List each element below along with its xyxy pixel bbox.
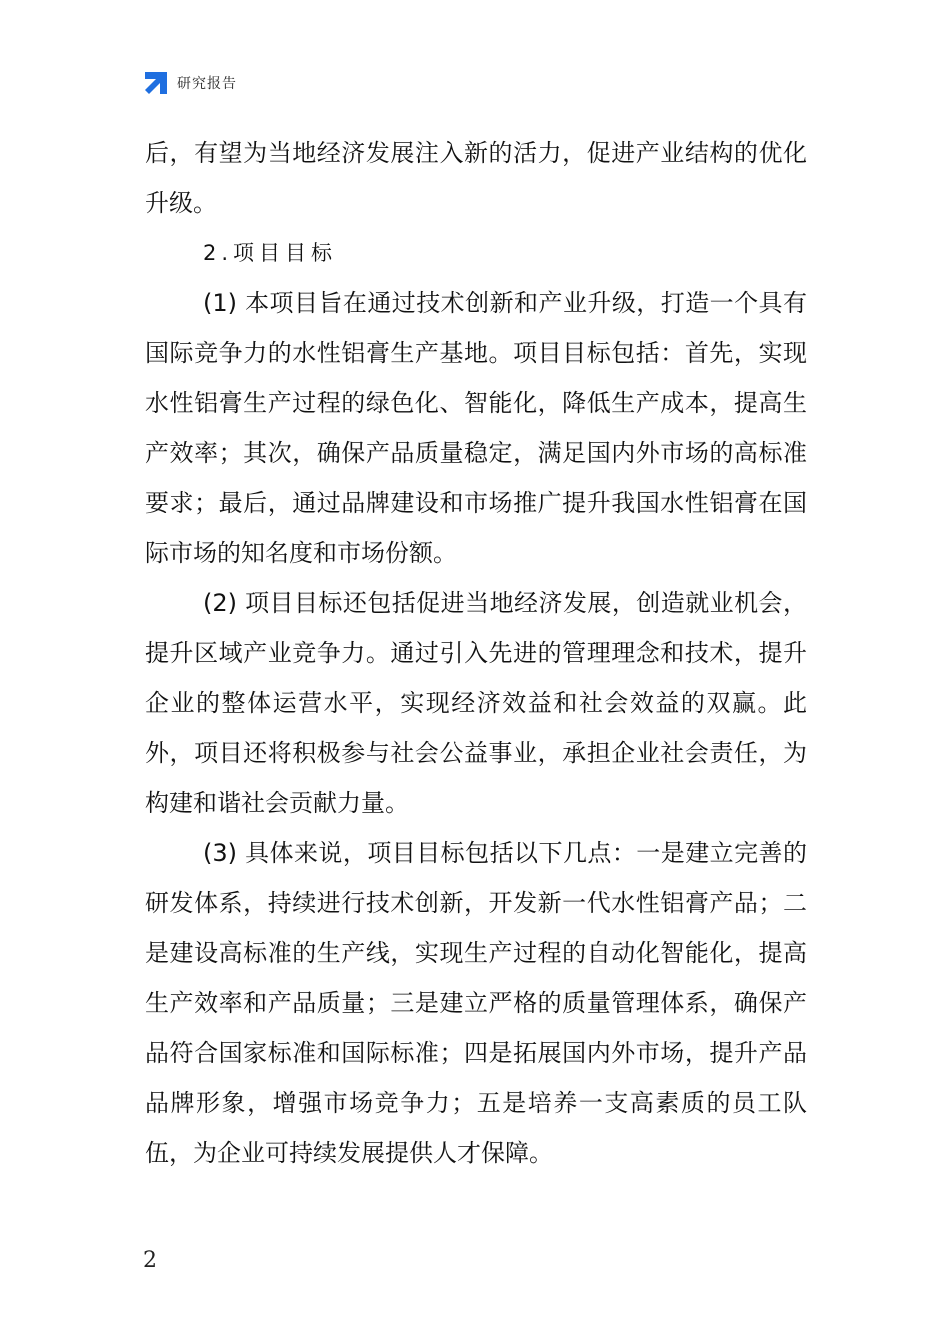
header-label: 研究报告 [177, 76, 237, 92]
arrow-up-right-icon [143, 70, 169, 96]
page-number: 2 [143, 1248, 157, 1273]
section-heading: 2.项目目标 [203, 241, 338, 265]
paragraph-goal-3: (3) 具体来说，项目目标包括以下几点：一是建立完善的研发体系，持续进行技术创新，开发新一代水性铝膏产品；二是建设高标准的生产线，实现生产过程的自动化智能化，提高生产效率和产品质量；三是建立严格的质量管理体系，确保产品符合国家标准和国际标准；四是拓展国内外市场，提升产品品牌形象，增强市场竞争力；五是培养一支高素质的员工队伍，为企业可持续发展提供人才保障。 [145, 839, 807, 1167]
document-body [145, 128, 807, 1178]
paragraph-goal-2: (2) 项目目标还包括促进当地经济发展，创造就业机会，提升区域产业竞争力。通过引入先进的管理理念和技术，提升企业的整体运营水平，实现经济效益和社会效益的双赢。此外，项目还将积极参与社会公益事业，承担企业社会责任，为构建和谐社会贡献力量。 [145, 589, 807, 817]
paragraph-continuation: 后，有望为当地经济发展注入新的活力，促进产业结构的优化升级。 [145, 139, 807, 217]
page-header [143, 68, 237, 98]
paragraph-goal-1: (1) 本项目旨在通过技术创新和产业升级，打造一个具有国际竞争力的水性铝膏生产基地。项目目标包括：首先，实现水性铝膏生产过程的绿色化、智能化，降低生产成本，提高生产效率；其次，确保产品质量稳定，满足国内外市场的高标准要求；最后，通过品牌建设和市场推广提升我国水性铝膏在国际市场的知名度和市场份额。 [145, 289, 807, 567]
